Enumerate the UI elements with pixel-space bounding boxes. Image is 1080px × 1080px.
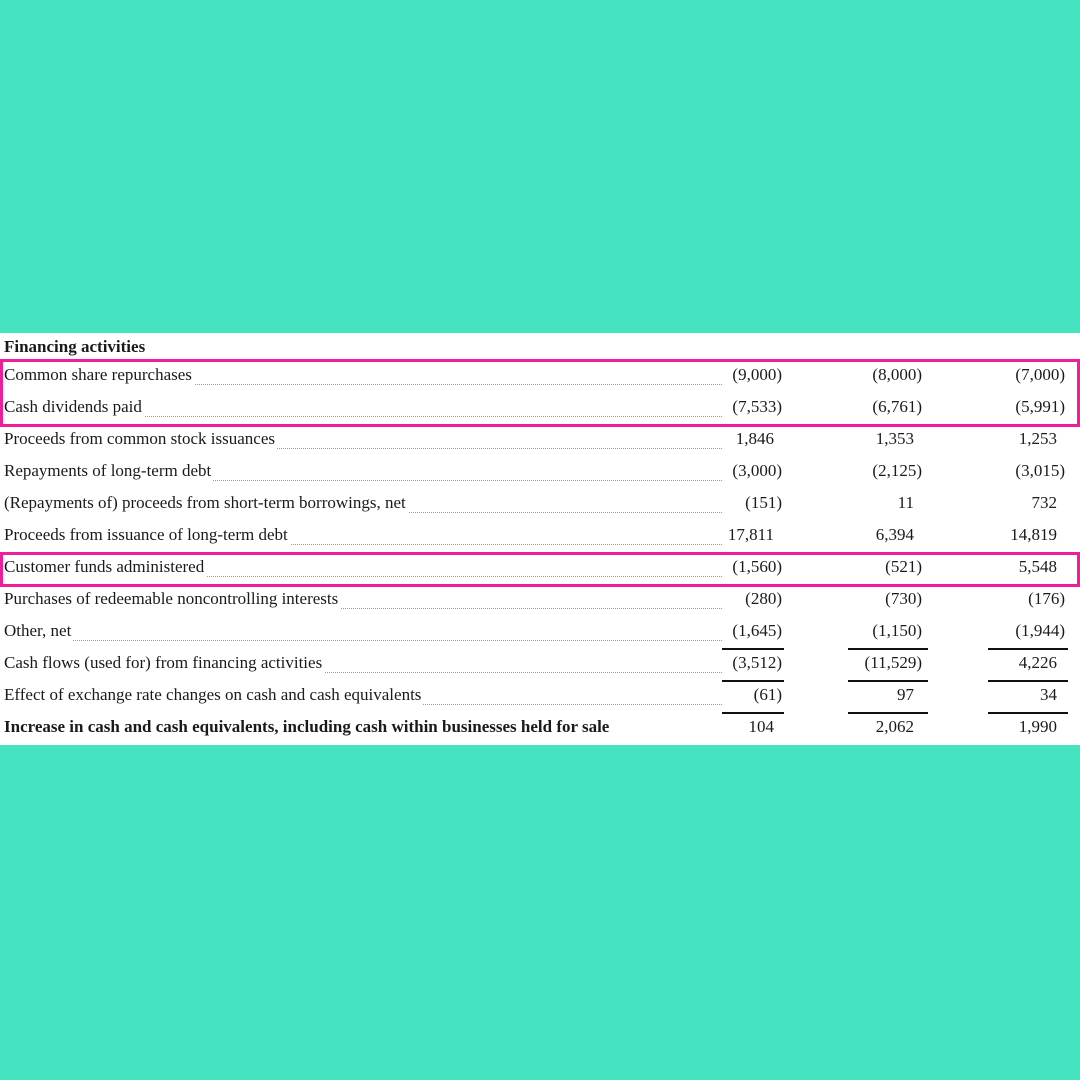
- table-row: [0, 585, 1080, 617]
- cash-flow-table: [0, 333, 1080, 745]
- value-col-2: 97: [897, 685, 914, 704]
- value-col-2: 11: [897, 493, 914, 512]
- value-col-2: (730): [885, 589, 922, 608]
- value-col-2: (521): [885, 557, 922, 576]
- value-col-2: 2,062: [875, 717, 914, 736]
- table-row: [0, 681, 1080, 713]
- value-col-3: 732: [1031, 493, 1057, 512]
- table-row: [0, 649, 1080, 681]
- table-row: [0, 521, 1080, 553]
- value-col-3: (3,015): [1015, 461, 1065, 480]
- value-col-1: (1,560): [732, 557, 782, 576]
- value-col-3: 1,253: [1018, 429, 1057, 448]
- table-row: [0, 425, 1080, 457]
- value-col-3: 1,990: [1018, 717, 1057, 736]
- value-col-3: (1,944): [1015, 621, 1065, 640]
- value-col-1: (1,645): [732, 621, 782, 640]
- value-col-2: (11,529): [864, 653, 922, 672]
- table-row: [0, 457, 1080, 489]
- value-col-3: (5,991): [1015, 397, 1065, 416]
- table-row: [0, 361, 1080, 393]
- value-col-1: (3,512): [732, 653, 782, 672]
- value-col-1: (151): [745, 493, 782, 512]
- value-col-3: 4,226: [1018, 653, 1057, 672]
- value-col-3: 5,548: [1018, 557, 1057, 576]
- row-label: Repayments of long-term debt: [4, 461, 212, 480]
- value-col-2: (6,761): [872, 397, 922, 416]
- row-label: Cash flows (used for) from financing activities: [4, 653, 323, 672]
- value-col-2: (1,150): [872, 621, 922, 640]
- total-label: Increase in cash and cash equivalents, including cash within businesses held for sale: [4, 717, 610, 736]
- row-label: Purchases of redeemable noncontrolling interests: [4, 589, 339, 608]
- value-col-1: 1,846: [735, 429, 774, 448]
- row-label: Customer funds administered: [4, 557, 205, 576]
- row-label: Cash dividends paid: [4, 397, 142, 416]
- value-col-1: (280): [745, 589, 782, 608]
- table-row: [0, 617, 1080, 649]
- value-col-1: (7,533): [732, 397, 782, 416]
- value-col-1: (61): [753, 685, 782, 704]
- row-label: Proceeds from issuance of long-term debt: [4, 525, 288, 544]
- value-col-3: (7,000): [1015, 365, 1065, 384]
- value-col-2: (2,125): [872, 461, 922, 480]
- value-col-3: 14,819: [1010, 525, 1057, 544]
- row-label: Common share repurchases: [4, 365, 192, 384]
- value-col-3: 34: [1040, 685, 1057, 704]
- dot-leader: [4, 640, 722, 641]
- row-label: (Repayments of) proceeds from short-term borrowings, net: [4, 493, 406, 512]
- table-row: [0, 553, 1080, 585]
- value-col-2: (8,000): [872, 365, 922, 384]
- row-label: Other, net: [4, 621, 72, 640]
- row-label: Proceeds from common stock issuances: [4, 429, 275, 448]
- table-row: [0, 393, 1080, 425]
- value-col-1: 17,811: [727, 525, 774, 544]
- row-label: Effect of exchange rate changes on cash and cash equivalents: [4, 685, 422, 704]
- total-row: [0, 713, 1080, 745]
- value-col-1: 104: [748, 717, 774, 736]
- value-col-1: (9,000): [732, 365, 782, 384]
- value-col-1: (3,000): [732, 461, 782, 480]
- section-title: Financing activities: [4, 337, 146, 356]
- value-col-3: (176): [1028, 589, 1065, 608]
- table-row: [0, 489, 1080, 521]
- value-col-2: 6,394: [875, 525, 914, 544]
- value-col-2: 1,353: [875, 429, 914, 448]
